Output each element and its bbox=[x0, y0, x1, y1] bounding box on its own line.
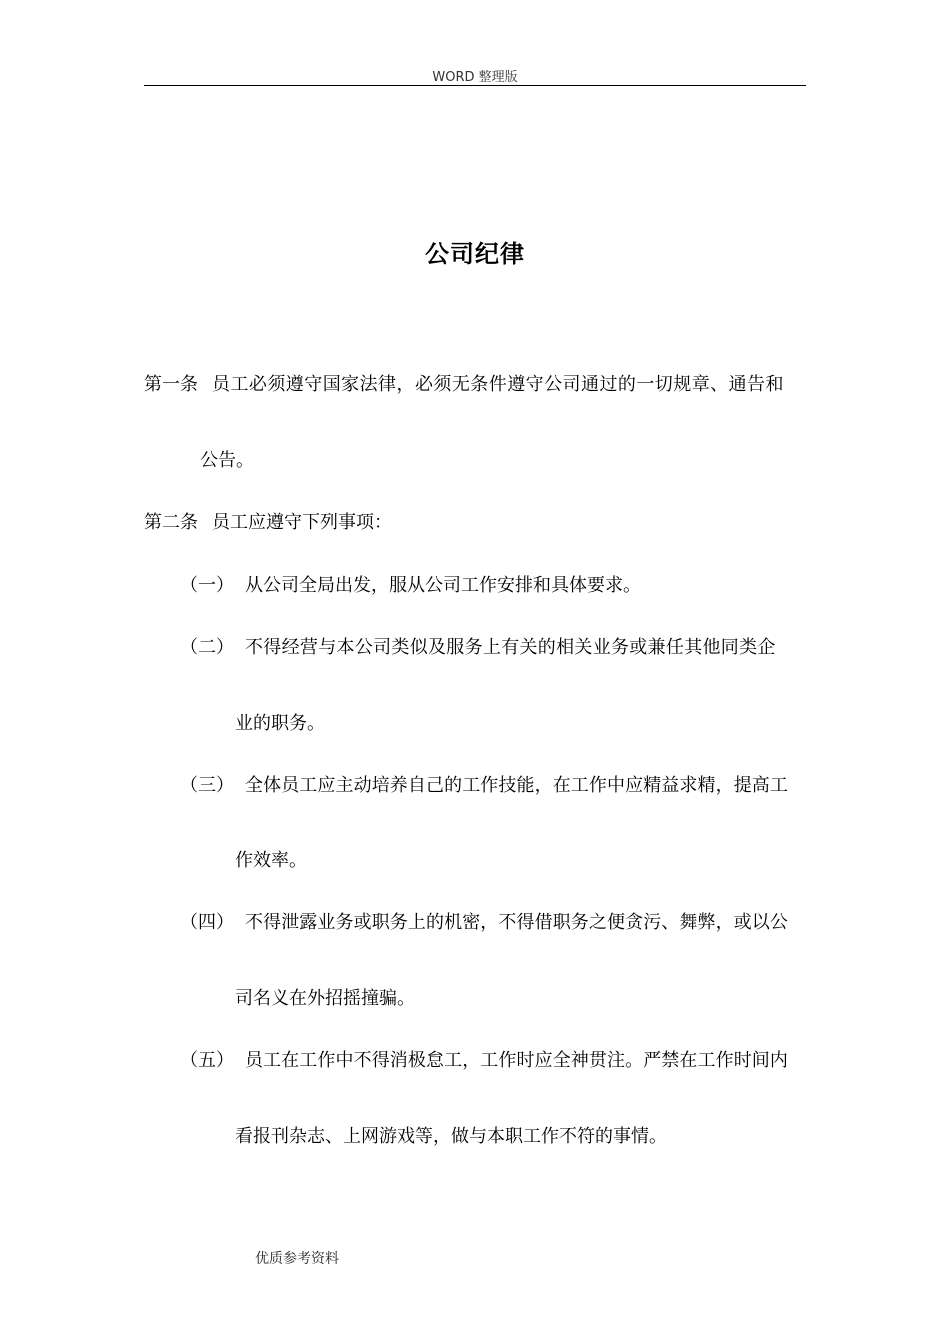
item-label: （四） bbox=[180, 912, 234, 933]
item-text-line-1: 从公司全局出发，服从公司工作安排和具体要求。 bbox=[245, 575, 641, 596]
item-label: （五） bbox=[180, 1050, 234, 1071]
article-2-line bbox=[144, 511, 392, 535]
item-text-line-2: 作效率。 bbox=[235, 850, 307, 871]
item-text-line-1: 不得泄露业务或职务上的机密，不得借职务之便贪污、舞弊，或以公 bbox=[245, 912, 788, 933]
item-text-line-2: 看报刊杂志、上网游戏等，做与本职工作不符的事情。 bbox=[235, 1126, 667, 1147]
item-text-line-1: 员工在工作中不得消极怠工，工作时应全神贯注。严禁在工作时间内 bbox=[245, 1050, 788, 1071]
article-2-label: 第二条 bbox=[144, 512, 198, 533]
article-1-label: 第一条 bbox=[144, 374, 198, 395]
header-label: WORD 整理版 bbox=[432, 70, 518, 85]
item-label: （二） bbox=[180, 637, 234, 658]
article-1-line-1 bbox=[144, 373, 806, 397]
item-text-line-1: 不得经营与本公司类似及服务上有关的相关业务或兼任其他同类企 bbox=[245, 637, 776, 658]
item-label: （三） bbox=[180, 775, 234, 796]
article-1-text: 员工必须遵守国家法律，必须无条件遵守公司通过的一切规章、通告和 bbox=[212, 374, 784, 395]
item-label: （一） bbox=[180, 575, 234, 596]
page-footer: 优质参考资料 bbox=[255, 1251, 339, 1267]
item-text-line-1: 全体员工应主动培养自己的工作技能，在工作中应精益求精，提高工 bbox=[245, 775, 788, 796]
document-title: 公司纪律 bbox=[425, 240, 525, 268]
article-2-text: 员工应遵守下列事项： bbox=[212, 512, 392, 533]
article-1-line-2: 公告。 bbox=[200, 450, 254, 471]
item-text-line-2: 业的职务。 bbox=[235, 713, 325, 734]
header-rule bbox=[144, 85, 806, 86]
item-text-line-2: 司名义在外招摇撞骗。 bbox=[235, 988, 415, 1009]
